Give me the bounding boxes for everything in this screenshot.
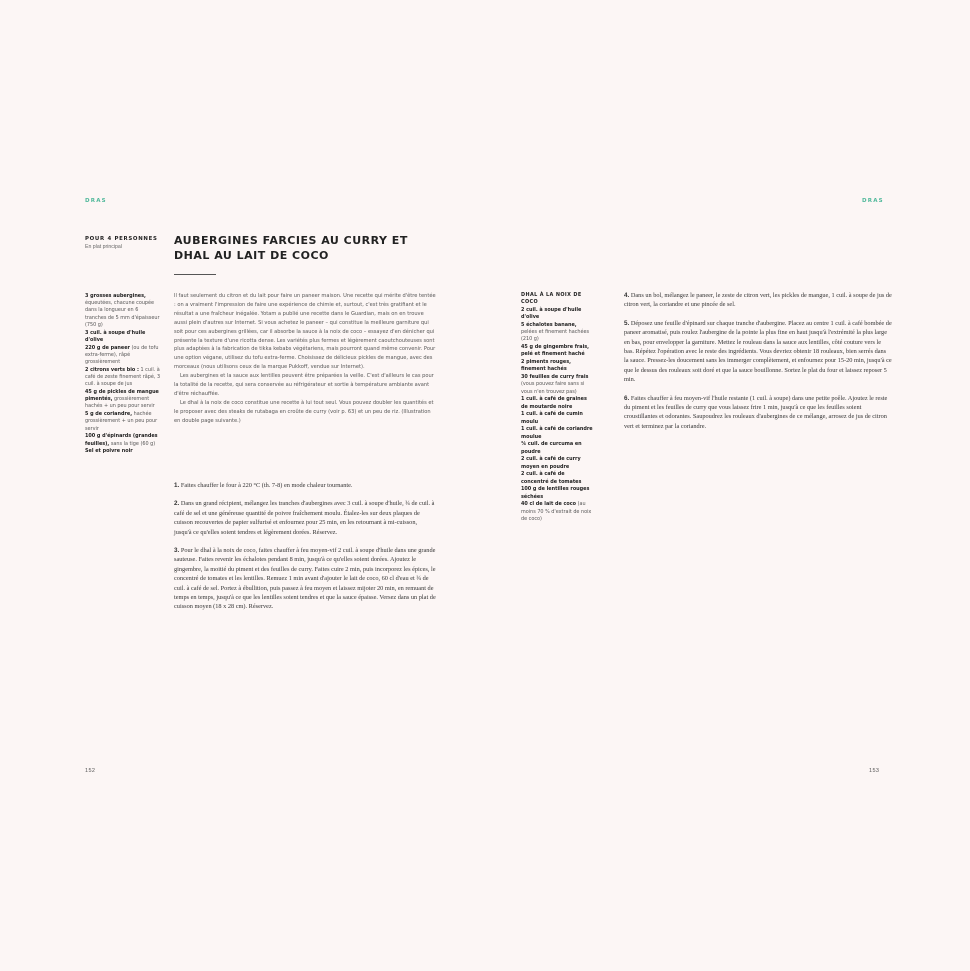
text: Dans un bol, mélangez le paneer, le zeste de citron vert, les pickles de mangue, 1 cuil. à soupe de jus de citron vert, la coriandre et une pincée de sel. — [624, 292, 892, 309]
method-steps-right — [624, 291, 892, 440]
bold-text: 5 échalotes banane, — [521, 322, 577, 328]
servings-info — [85, 236, 165, 250]
bold-text: 3 grosses aubergines, — [85, 293, 146, 299]
text: hachée grossièrement + un peu pour servir — [85, 411, 158, 432]
ingredient-item — [85, 433, 161, 447]
intro-paragraph: Les aubergines et la sauce aux lentilles peuvent être préparées la veille. C'est d'ailleurs le cas pour la totalité de la recette, qui sera conservée au réfrigérateur et sortie à température ambiante avant d'être réchauffée. — [174, 373, 434, 397]
method-step — [624, 291, 892, 310]
text: (vous pouvez faire sans si vous n'en trouvez pas) — [521, 381, 585, 395]
text: grossièrement hachés + un peu pour servir — [85, 396, 155, 410]
bold-text: 4. — [624, 292, 630, 299]
ingredient-item — [521, 374, 593, 396]
ingredients-list — [85, 293, 161, 456]
method-step — [624, 319, 892, 385]
ingredient-item — [521, 456, 593, 470]
dhal-ingredients-list — [521, 292, 593, 524]
servings: POUR 4 PERSONNES — [85, 236, 158, 242]
bold-text: 6. — [624, 394, 630, 402]
text: Déposez une feuille d'épinard sur chaque tranche d'aubergine. Placez au centre 1 cuil. à café bombée de paneer aromatisé, puis roulez l'aubergine de la pointe la plus fine en haut jusqu'à l'extrémité la plus large en bas, pour envelopper la garniture. Mettez le rouleau dans la sauce aux lentilles, côté couture vers le bas. Répétez l'opération avec le reste des ingrédients. Vous devriez obtenir 18 rouleaux, bien serrés dans la sauce. Pressez-les doucement sans les immerger complètement, et enfournez pour 15-20 min, jusqu'à ce que le dessus des rouleaux soit doré et que la sauce bouillonne. Sortez le plat du four et laissez reposer 5 min. — [624, 319, 892, 384]
recipe-title: AUBERGINES FARCIES AU CURRY ET DHAL AU LAIT DE COCO — [174, 234, 408, 262]
text: Pour le dhal à la noix de coco, faites chauffer à feu moyen-vif 2 cuil. à soupe d'huile dans une grande sauteuse. Faites revenir les échalotes pendant 8 min, jusqu'à ce qu'elles soient dorées. Ajoutez le gingembre, la moitié du piment et des feuilles de curry. Faites cuire 2 min, puis incorporez les épices, le concentré de tomates et les lentilles. Remuez 1 min avant d'ajouter le lait de coco, 60 cl d'eau et ¾ de cuil. à café de sel. Portez à ébullition, puis passez à feu moyen et laissez mijoter 20 min, en remuant de temps en temps, jusqu'à ce que les lentilles soient tendres et que la sauce épaisse. Versez dans un plat de cuisson moyen (18 x 28 cm). Réservez. — [174, 547, 436, 611]
title-divider — [174, 274, 216, 275]
method-step — [624, 394, 892, 432]
ingredient-item — [85, 330, 161, 344]
bold-text: 2. — [174, 500, 180, 508]
text: Faites chauffer à feu moyen-vif l'huile restante (1 cuil. à soupe) dans une petite poêle. Ajoutez le reste du piment et les feuilles de curry que vous laissez frire 1 min, jusqu'à ce que les feuilles soient croustillantes et odorantes. Saupoudrez les rouleaux d'aubergines de ce mélange, arrosez de jus de citron vert et terminez par la coriandre. — [624, 394, 888, 430]
bold-text: 1 cuil. à café de cumin moulu — [521, 411, 583, 425]
bold-text: 5. — [624, 319, 630, 327]
bold-text: 100 g de lentilles rouges séchées — [521, 486, 590, 500]
text: Faites chauffer le four à 220 °C (th. 7-8) en mode chaleur tournante. — [179, 482, 353, 489]
page-number-right: 153 — [869, 768, 880, 774]
text: 1 cuil. à café de zeste finement râpé, 3 cuil. à soupe de jus — [85, 366, 161, 388]
ingredient-item — [85, 367, 161, 389]
ingredient-item — [521, 307, 593, 321]
bold-text: Sel et poivre noir — [85, 448, 133, 455]
method-step — [174, 546, 436, 612]
ingredient-item — [521, 441, 593, 455]
bold-text: 3 cuil. à soupe d'huile d'olive — [85, 329, 146, 343]
ingredient-item — [85, 411, 161, 433]
text: sans la tige (60 g) — [109, 440, 156, 447]
ingredient-item — [521, 359, 593, 373]
ingredient-item — [521, 396, 593, 410]
ingredient-item — [521, 426, 593, 440]
bold-text: 1 cuil. à café de coriandre moulue — [521, 426, 593, 440]
text: équeutées, chacune coupée dans la longueur en 6 tranches de 5 mm d'épaisseur (750 g) — [85, 300, 160, 328]
method-step — [174, 481, 436, 490]
intro-paragraph: Le dhal à la noix de coco constitue une recette à lui tout seul. Vous pouvez doubler les quantités et le proposer avec des steaks de rutabaga en croûte de curry (voir p. 63) et un peu de riz. (Illustration en double page suivante.) — [174, 399, 434, 424]
ingredient-item — [521, 486, 593, 500]
ingredient-item — [85, 345, 161, 367]
bold-text: 2 piments rouges, finement hachés — [521, 359, 571, 373]
method-steps-left — [174, 481, 436, 621]
section-label-left: DRAS — [85, 198, 107, 204]
recipe-introduction — [174, 292, 436, 426]
bold-text: 45 g de gingembre frais, pelé et finement haché — [521, 344, 590, 358]
method-step — [174, 499, 436, 537]
bold-text: 5 g de coriandre, — [85, 411, 133, 418]
intro-paragraph: Il faut seulement du citron et du lait pour faire un paneer maison. Une recette qui mérite d'être tentée : on a vraiment l'impression de faire une expérience de chimie et, surtout, c'est très gratifiant et le résultat a une fraîcheur inégalée. Yotam a publié une recette dans le Guardian, mais on en trouve aussi plein d'autres sur Internet. Si vous achetez le paneer – qui constitue la meilleure garniture qui soit pour ces aubergines grillées, car il absorbe la sauce à la noix de coco – essayez d'en dénicher qui présente la texture d'une ricotta dense. Les variétés plus fermes et légèrement caoutchouteuses sont plus adaptées à la fabrication de tikka kebabs végétariens, mais pourront quand même convenir. Pour une option végane, utilisez du tofu extra-ferme. Choisissez de délicieux pickles de mangue, avec des morceaux (nous utilisons ceux de la marque Pukkoff, vendue sur Internet). — [174, 293, 436, 371]
bold-text: 2 citrons verts bio : — [85, 366, 139, 373]
bold-text: 2 cuil. à café de curry moyen en poudre — [521, 456, 581, 470]
bold-text: 40 cl de lait de coco — [521, 501, 577, 508]
bold-text: 1 cuil. à café de graines de moutarde noire — [521, 396, 587, 410]
text: (ou de tofu extra-ferme), râpé grossièrement — [85, 344, 159, 366]
bold-text: 45 g de pickles de mangue pimentés, — [85, 389, 159, 403]
ingredient-item — [85, 293, 161, 329]
dhal-heading: DHAL À LA NOIX DE COCO — [521, 292, 582, 306]
bold-text: 220 g de paneer — [85, 344, 130, 351]
bold-text: 100 g d'épinards (grandes feuilles), — [85, 433, 158, 447]
text: Dans un grand récipient, mélangez les tranches d'aubergines avec 3 cuil. à soupe d'huile, ¾ de cuil. à café de sel et une généreuse quantité de poivre fraîchement moulu. Étalez-les sur deux plaques de cuisson recouvertes de papier sulfurisé et enfournez pour 25 min, en les retournant à mi-cuisson, jusqu'à ce qu'elles soient tendres et légèrement dorées. Réservez. — [174, 500, 435, 536]
bold-text: 2 cuil. à soupe d'huile d'olive — [521, 307, 582, 321]
section-label-right: DRAS — [862, 198, 884, 204]
course: En plat principal — [85, 244, 122, 250]
ingredient-item — [521, 411, 593, 425]
ingredient-item — [521, 501, 593, 523]
ingredient-item — [85, 389, 161, 411]
text: (au moins 70 % d'extrait de noix de coco) — [521, 501, 592, 522]
bold-text: 2 cuil. à café de concentré de tomates — [521, 471, 582, 485]
bold-text: ¾ cuil. de curcuma en poudre — [521, 441, 582, 455]
bold-text: 3. — [174, 547, 180, 555]
page-number-left: 152 — [85, 768, 96, 774]
ingredient-item — [521, 322, 593, 344]
ingredient-item — [521, 344, 593, 358]
ingredient-item — [521, 471, 593, 485]
bold-text: 30 feuilles de curry frais — [521, 374, 589, 381]
text: pelées et finement hachées (210 g) — [521, 329, 590, 343]
ingredient-item — [85, 448, 161, 455]
bold-text: 1. — [174, 482, 180, 489]
